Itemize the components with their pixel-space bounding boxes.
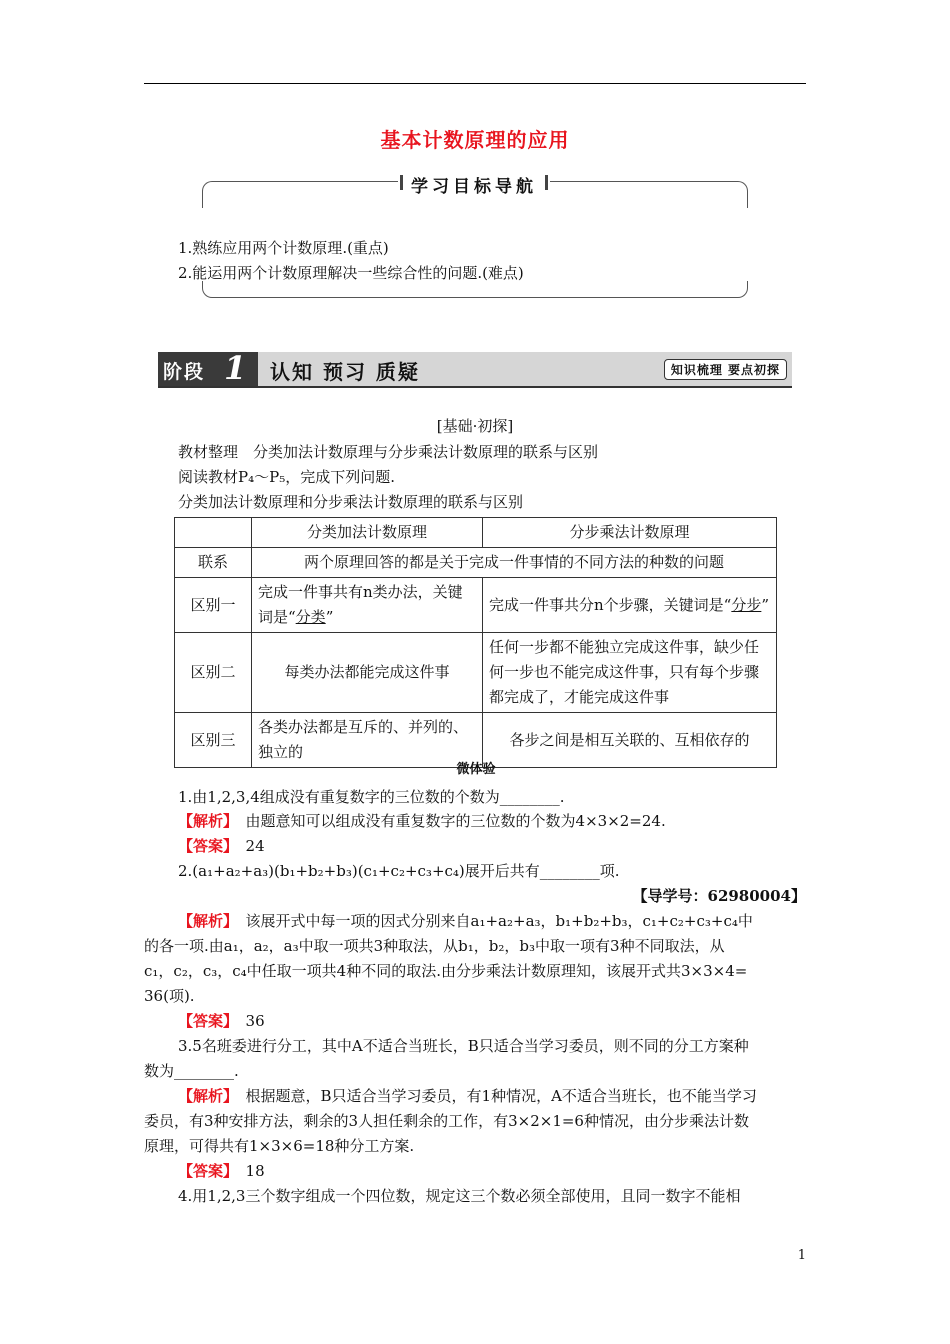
cell-text: 完成一件事共分n个步骤，关键词是“ xyxy=(489,595,732,614)
answer-tag: 【答案】 xyxy=(178,837,231,855)
analysis-text: 由题意知可以组成没有重复数字的三位数的个数为4×3×2=24. xyxy=(245,812,666,830)
table-cell: 各类办法都是互斥的、并列的、独立的 xyxy=(252,713,483,768)
goal-item-1: 1.熟练应用两个计数原理.(重点) xyxy=(178,239,389,257)
intro-line-2: 阅读教材P₄～P₅，完成下列问题. xyxy=(178,468,395,486)
q3-analysis-line-2: 委员，有3种安排方法，剩余的3人担任剩余的工作，有3×2×1=6种情况，由分步乘法计数 xyxy=(144,1112,749,1130)
table-header-cell xyxy=(175,518,252,548)
answer-value: 36 xyxy=(245,1012,265,1030)
q1-analysis xyxy=(178,809,666,833)
table-header-cell: 分步乘法计数原理 xyxy=(483,518,777,548)
q3-analysis-line-1 xyxy=(178,1084,757,1108)
keyword-underlined: 分步 xyxy=(731,595,762,614)
q3-text-line-1: 3.5名班委进行分工，其中A不适合当班长，B只适合当学习委员，则不同的分工方案种 xyxy=(178,1037,749,1055)
row-label: 区别一 xyxy=(175,578,252,633)
q1-text: 1.由1,2,3,4组成没有重复数字的三位数的个数为________. xyxy=(178,788,565,806)
table-cell: 各步之间是相互关联的、互相依存的 xyxy=(483,713,777,768)
answer-value: 24 xyxy=(245,837,265,855)
cell-text: ” xyxy=(325,608,334,626)
analysis-text: 根据题意，B只适合当学习委员，有1种情况，A不适合当班长，也不能当学习 xyxy=(245,1087,757,1105)
page-title: 基本计数原理的应用 xyxy=(380,128,570,152)
table-cell: 每类办法都能完成这件事 xyxy=(252,633,483,713)
intro-line-3: 分类加法计数原理和分步乘法计数原理的联系与区别 xyxy=(178,493,524,511)
analysis-tag: 【解析】 xyxy=(178,812,231,830)
section-divider: 微体验 xyxy=(372,758,580,778)
answer-tag: 【答案】 xyxy=(178,1162,231,1180)
analysis-tag: 【解析】 xyxy=(178,1087,231,1105)
table-row xyxy=(175,578,777,633)
intro-line-1: 教材整理 分类加法计数原理与分步乘法计数原理的联系与区别 xyxy=(178,443,599,461)
table-header-row xyxy=(175,518,777,548)
q2-analysis-line-2: 的各一项.由a₁，a₂，a₃中取一项共3种取法，从b₁，b₂，b₃中取一项有3种不同取法，从 xyxy=(144,937,725,955)
stage-label: 阶段 xyxy=(163,361,206,383)
section-label: [基础·初探] xyxy=(436,417,514,435)
stage-badge xyxy=(158,349,258,387)
goals-header: 学习目标导航 xyxy=(398,172,550,194)
analysis-tag: 【解析】 xyxy=(178,912,231,930)
comparison-table xyxy=(174,517,777,768)
table-cell xyxy=(252,578,483,633)
stage-title: 认知 预习 质疑 xyxy=(270,360,420,384)
answer-value: 18 xyxy=(245,1162,265,1180)
table-cell: 任何一步都不能独立完成这件事，缺少任何一步也不能完成这件事，只有每个步骤都完成了，才能完成这件事 xyxy=(483,633,777,713)
q2-analysis-line-4: 36(项). xyxy=(144,987,195,1005)
table-cell xyxy=(483,578,777,633)
table-row xyxy=(175,548,777,578)
keyword-underlined: 分类 xyxy=(295,608,326,626)
table-cell: 两个原理回答的都是关于完成一件事情的不同方法的种数的问题 xyxy=(252,548,777,578)
table-header-cell: 分类加法计数原理 xyxy=(252,518,483,548)
top-rule xyxy=(144,83,806,84)
row-label: 联系 xyxy=(175,548,252,578)
stage-number: 1 xyxy=(224,349,247,387)
table-row xyxy=(175,633,777,713)
cell-text: ” xyxy=(761,595,770,614)
answer-tag: 【答案】 xyxy=(178,1012,231,1030)
q3-answer xyxy=(178,1159,265,1183)
q2-reference-number: 【导学号：62980004】 xyxy=(632,887,806,905)
analysis-text: 该展开式中每一项的因式分别来自a₁+a₂+a₃，b₁+b₂+b₃，c₁+c₂+c₃+c₄中 xyxy=(245,912,753,930)
q3-analysis-line-3: 原理，可得共有1×3×6=18种分工方案. xyxy=(144,1137,415,1155)
row-label: 区别三 xyxy=(175,713,252,768)
stage-tag: 知识梳理 要点初探 xyxy=(664,359,787,380)
q2-analysis-line-1 xyxy=(178,909,753,933)
goal-item-2: 2.能运用两个计数原理解决一些综合性的问题.(难点) xyxy=(178,264,524,282)
page-number: 1 xyxy=(797,1248,806,1263)
q1-answer xyxy=(178,834,265,858)
cell-text: 完成一件事共有n类办法，关键词是“ xyxy=(258,583,463,626)
q2-text: 2.(a₁+a₂+a₃)(b₁+b₂+b₃)(c₁+c₂+c₃+c₄)展开后共有________项. xyxy=(178,862,620,880)
stage-banner xyxy=(158,349,792,388)
q4-text: 4.用1,2,3三个数字组成一个四位数，规定这三个数必须全部使用，且同一数字不能相 xyxy=(178,1187,741,1205)
q2-analysis-line-3: c₁，c₂，c₃，c₄中任取一项共4种不同的取法.由分步乘法计数原理知，该展开式共3×3×4= xyxy=(144,962,748,980)
q3-text-line-2: 数为________. xyxy=(144,1062,239,1080)
q2-answer xyxy=(178,1009,265,1033)
row-label: 区别二 xyxy=(175,633,252,713)
